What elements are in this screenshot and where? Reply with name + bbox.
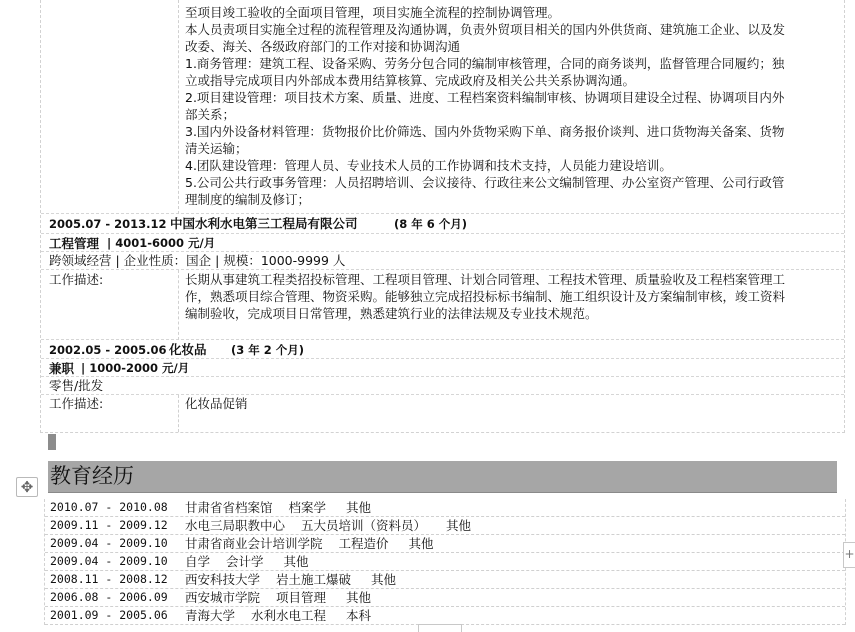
education-school: 甘肃省省档案馆 bbox=[185, 500, 273, 515]
job-header-row bbox=[41, 340, 844, 359]
education-degree: 其他 bbox=[346, 500, 372, 515]
education-period: 2008.11 - 2008.12 bbox=[50, 572, 168, 586]
education-school: 自学 bbox=[185, 554, 211, 569]
project-description-row bbox=[41, 0, 844, 214]
education-period: 2009.04 - 2009.10 bbox=[50, 536, 168, 550]
section-title: 教育经历 bbox=[50, 464, 134, 488]
job-description-row bbox=[41, 270, 844, 340]
education-degree: 其他 bbox=[283, 554, 309, 569]
desc-line: 本人员责项目实施全过程的流程管理及沟通协调，负责外贸项目相关的国内外供货商、建筑施工企业、以及发 bbox=[185, 22, 786, 37]
job-description-text bbox=[185, 271, 837, 322]
education-details bbox=[185, 553, 309, 570]
desc-line: 2.项目建设管理：项目技术方案、质量、进度、工程档案资料编制审核、协调项目建设全过程、协调项目内外 bbox=[185, 90, 785, 105]
education-period: 2009.04 - 2009.10 bbox=[50, 554, 168, 568]
job-period: 2005.07 - 2013.12 bbox=[49, 217, 167, 231]
education-degree: 其他 bbox=[346, 590, 372, 605]
education-details bbox=[185, 589, 371, 606]
job-position: 兼职 bbox=[49, 361, 75, 376]
education-table bbox=[44, 499, 846, 625]
education-row bbox=[45, 499, 845, 517]
education-major: 档案学 bbox=[288, 500, 327, 515]
education-school: 西安科技大学 bbox=[185, 572, 261, 587]
project-description-text bbox=[185, 4, 837, 208]
education-degree: 其他 bbox=[371, 572, 397, 587]
education-major: 会计学 bbox=[226, 554, 264, 569]
job-industry-row bbox=[41, 252, 844, 270]
education-row bbox=[45, 589, 845, 607]
education-row bbox=[45, 607, 845, 625]
education-row bbox=[45, 553, 845, 571]
education-row bbox=[45, 571, 845, 589]
section-marker bbox=[48, 434, 56, 450]
education-section-header bbox=[48, 461, 837, 493]
education-school: 甘肃省商业会计培训学院 bbox=[185, 536, 323, 551]
job-description-label: 工作描述: bbox=[49, 272, 104, 287]
job-period: 2002.05 - 2005.06 bbox=[49, 343, 167, 357]
desc-line: 化妆品促销 bbox=[185, 396, 248, 411]
desc-line: 立或指导完成项目内外部成本费用结算核算、完成政府及相关公共关系协调沟通。 bbox=[185, 73, 636, 88]
job-position: 工程管理 bbox=[49, 236, 100, 251]
desc-line: 理制度的编制及修订； bbox=[185, 192, 311, 207]
job-company: 化妆品 bbox=[169, 342, 207, 357]
desc-line: 部关系； bbox=[185, 107, 236, 122]
education-row bbox=[45, 517, 845, 535]
job-industry: 跨领域经营 | 企业性质：国企 | 规模：1000-9999 人 bbox=[49, 253, 346, 268]
job-industry: 零售/批发 bbox=[49, 378, 104, 393]
job-position-row bbox=[41, 359, 844, 377]
job-industry-row bbox=[41, 377, 844, 395]
desc-line: 编制验收，完成项目日常管理，熟悉建筑行业的法律法规及专业技术规范。 bbox=[185, 306, 598, 321]
education-details bbox=[185, 571, 396, 588]
education-school: 水电三局职教中心 bbox=[185, 518, 286, 533]
job-position-row bbox=[41, 234, 844, 252]
desc-line: 清关运输； bbox=[185, 141, 248, 156]
work-experience-table bbox=[40, 0, 845, 433]
education-period: 2009.11 - 2009.12 bbox=[50, 518, 168, 532]
education-degree: 其他 bbox=[446, 518, 472, 533]
table-resize-handle[interactable] bbox=[418, 624, 462, 632]
education-degree: 本科 bbox=[346, 608, 372, 623]
job-company: 中国水利水电第三工程局有限公司 bbox=[170, 216, 358, 231]
desc-line: 至项目竣工验收的全面项目管理，项目实施全流程的控制协调管理。 bbox=[185, 5, 561, 20]
job-duration: (8 年 6 个月) bbox=[394, 217, 468, 231]
education-major: 岩土施工爆破 bbox=[276, 572, 352, 587]
education-period: 2001.09 - 2005.06 bbox=[50, 608, 168, 622]
plus-glyph: + bbox=[844, 547, 855, 561]
move-arrows-icon[interactable] bbox=[16, 477, 38, 497]
education-major: 五大员培训（资料员） bbox=[301, 518, 427, 533]
plus-icon[interactable] bbox=[843, 542, 855, 568]
education-school: 西安城市学院 bbox=[185, 590, 261, 605]
desc-line: 3.国内外设备材料管理：货物报价比价筛选、国内外货物采购下单、商务报价谈判、进口货物海关备案、货物 bbox=[185, 124, 785, 139]
education-degree: 其他 bbox=[408, 536, 434, 551]
job-description-text bbox=[185, 395, 837, 412]
desc-line: 作，熟悉项目综合管理、物资采购。能够独立完成招投标标书编制、施工组织设计及方案编制审核，竣工资料 bbox=[185, 289, 786, 304]
job-description-label: 工作描述: bbox=[49, 396, 104, 411]
education-details bbox=[185, 517, 471, 534]
education-major: 项目管理 bbox=[276, 590, 327, 605]
desc-line: 4.团队建设管理：管理人员、专业技术人员的工作协调和技术支持，人员能力建设培训。 bbox=[185, 158, 672, 173]
education-period: 2010.07 - 2010.08 bbox=[50, 500, 168, 514]
education-school: 青海大学 bbox=[185, 608, 236, 623]
education-major: 水利水电工程 bbox=[251, 608, 327, 623]
job-salary: | 1000-2000 元/月 bbox=[81, 361, 190, 375]
education-details bbox=[185, 607, 371, 624]
job-salary: | 4001-6000 元/月 bbox=[107, 236, 216, 250]
education-period: 2006.08 - 2006.09 bbox=[50, 590, 168, 604]
education-details bbox=[185, 535, 434, 552]
job-duration: (3 年 2 个月) bbox=[231, 343, 305, 357]
job-header-row bbox=[41, 214, 844, 234]
education-details bbox=[185, 499, 371, 516]
education-row bbox=[45, 535, 845, 553]
job-description-row bbox=[41, 395, 844, 432]
desc-line: 改委、海关、各级政府部门的工作对接和协调沟通 bbox=[185, 39, 461, 54]
desc-line: 5.公司公共行政事务管理：人员招聘培训、会议接待、行政往来公文编制管理、办公室资产管理、公司行政管 bbox=[185, 175, 785, 190]
education-major: 工程造价 bbox=[338, 536, 389, 551]
move-glyph: ✥ bbox=[20, 478, 34, 496]
desc-line: 长期从事建筑工程类招投标管理、工程项目管理、计划合同管理、工程技术管理、质量验收及工程档案管理工 bbox=[185, 272, 786, 287]
desc-line: 1.商务管理：建筑工程、设备采购、劳务分包合同的编制审核管理，合同的商务谈判，监督管理合同履约；独 bbox=[185, 56, 785, 71]
